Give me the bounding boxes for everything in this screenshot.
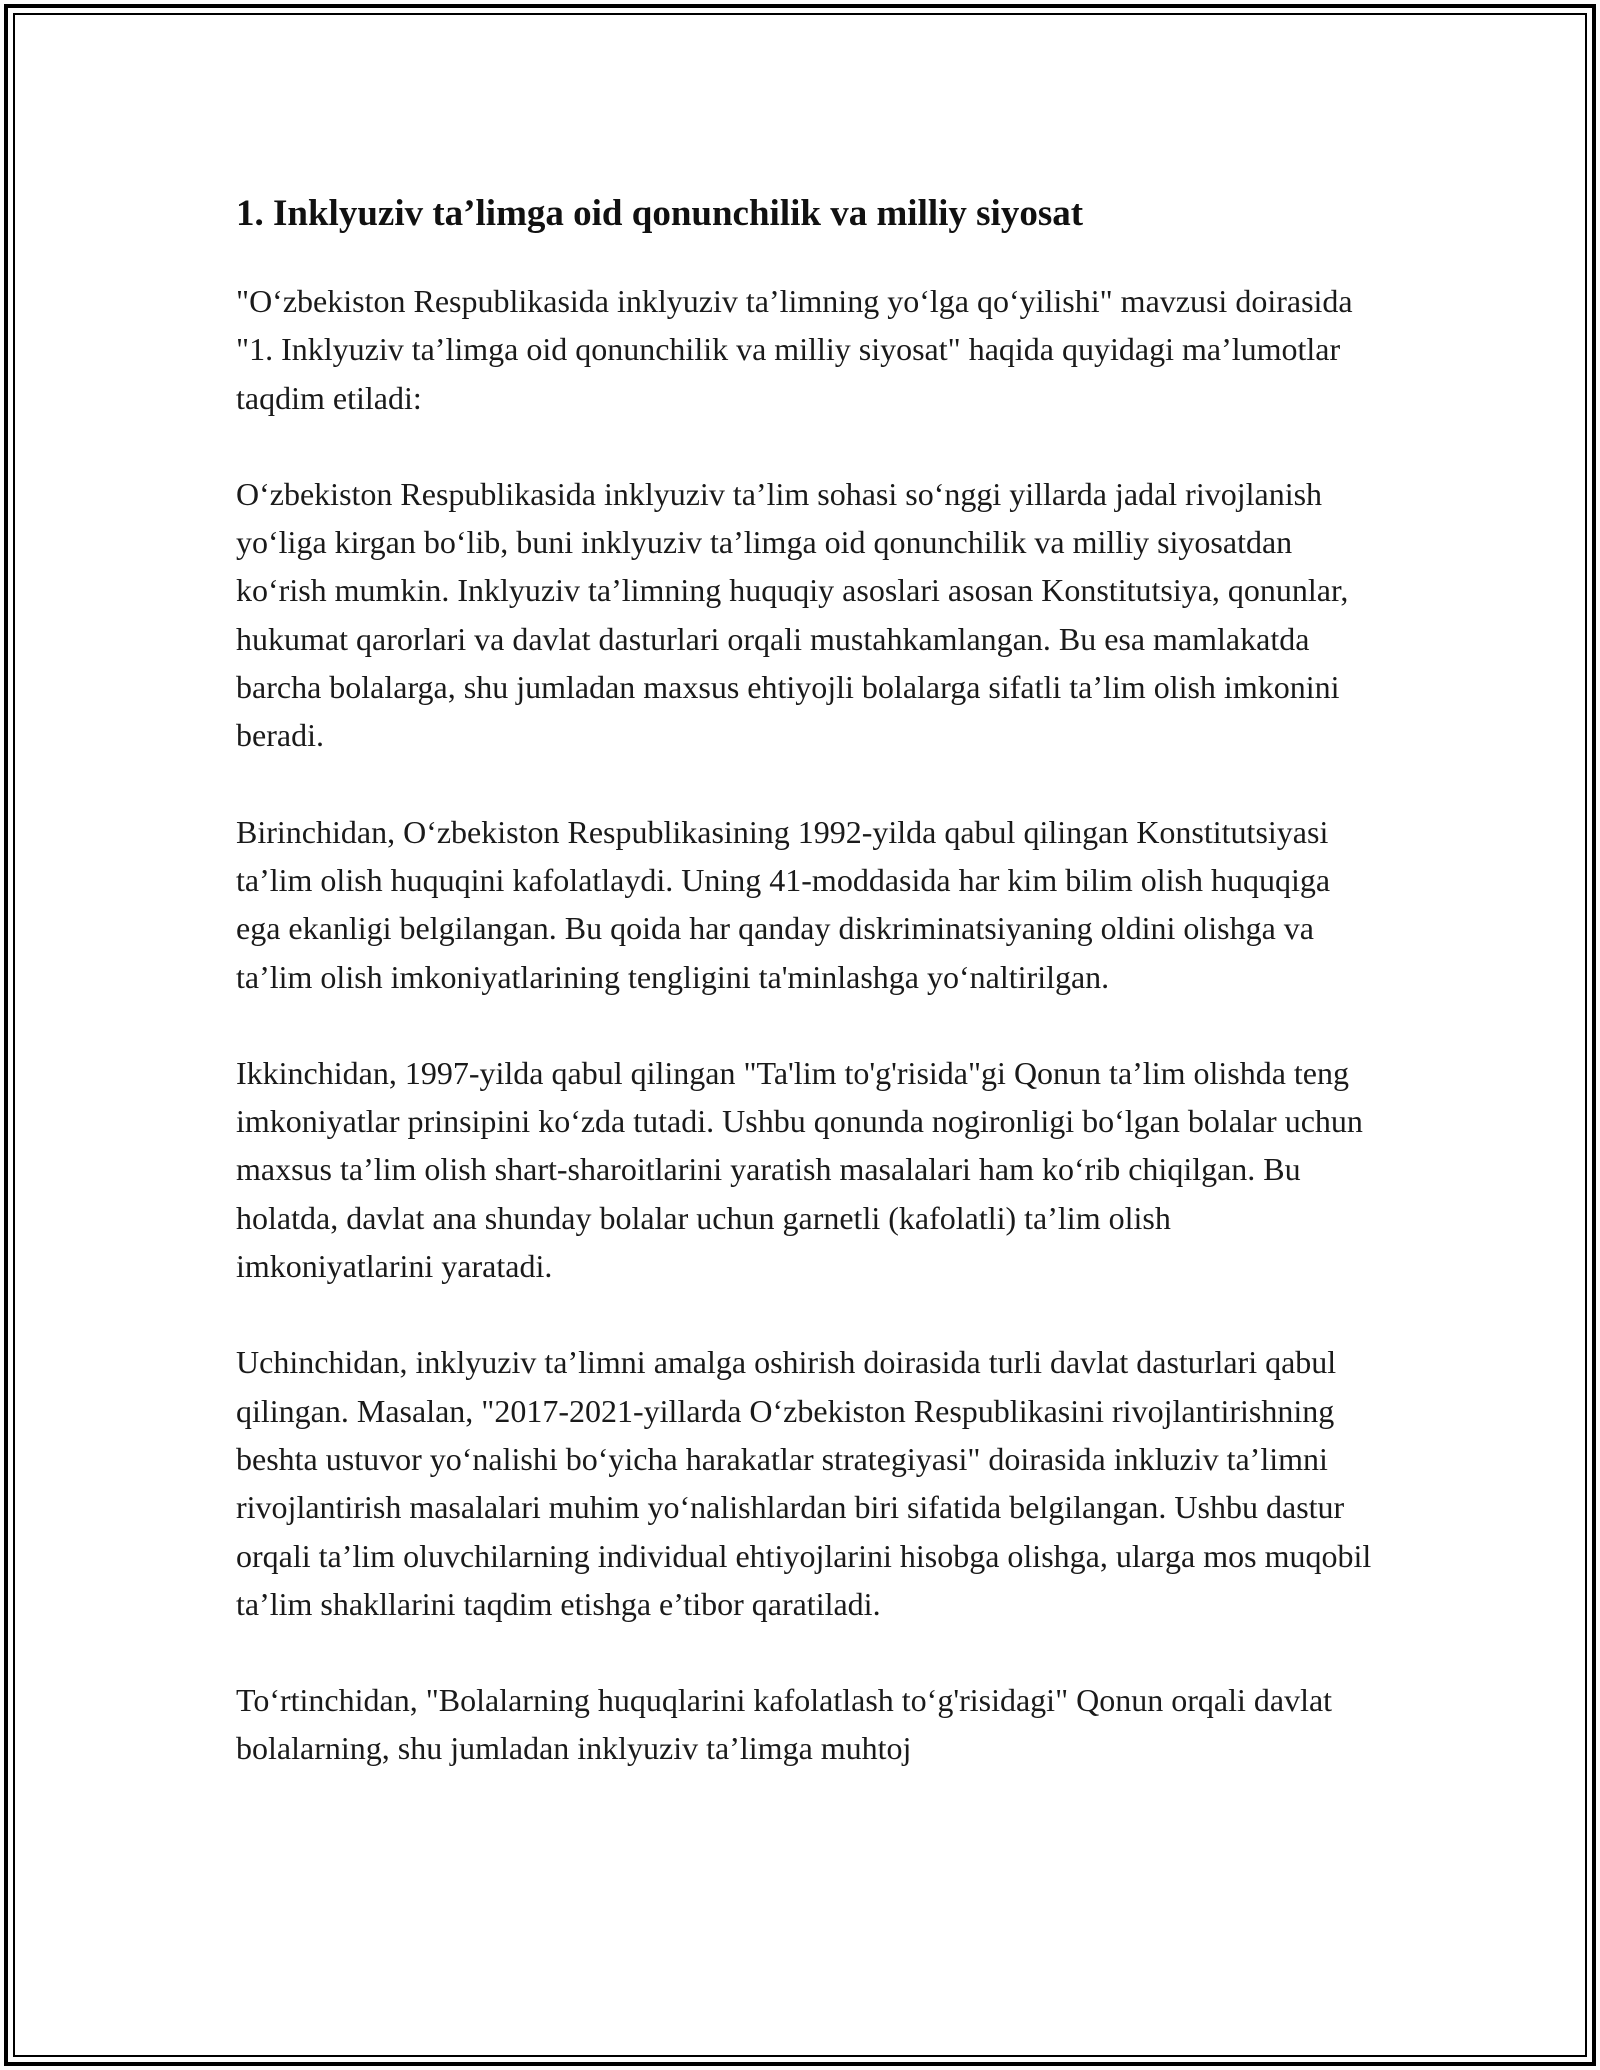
state-programs-paragraph: Uchinchidan, inklyuziv ta’limni amalga oshirish doirasida turli davlat dasturlari qabul qilingan. Masalan, "2017-2021-yillarda O‘zbekiston Respublikasini rivojlantirishning beshta ustuvor yo‘nalishi bo‘yicha harakatlar strategiyasi" doirasida inkluziv ta’limni rivojlantirish masalalari muhim yo‘nalishlardan biri sifatida belgilangan. Ushbu dastur orqali ta’lim oluvchilarning individual ehtiyojlarini hisobga olishga, ularga mos muqobil ta’lim shakllarini taqdim etishga e’tibor qaratiladi.	[236, 1344, 1372, 1622]
child-rights-paragraph: To‘rtinchidan, "Bolalarning huquqlarini kafolatlash to‘g'risidagi" Qonun orqali davlat bolalarning, shu jumladan inklyuziv ta’limga muhtoj	[236, 1682, 1333, 1767]
document-body	[236, 182, 1376, 1821]
intro-paragraph: "O‘zbekiston Respublikasida inklyuziv ta’limning yo‘lga qo‘yilishi" mavzusi doirasida "1. Inklyuziv ta’limga oid qonunchilik va milliy siyosat" haqida quyidagi ma’lumotlar taqdim etiladi:	[236, 283, 1353, 416]
constitution-paragraph: Birinchidan, O‘zbekiston Respublikasining 1992-yilda qabul qilingan Konstitutsiyasi ta’lim olish huquqini kafolatlaydi. Uning 41-moddasida har kim bilim olish huquqiga ega ekanligi belgilangan. Bu qoida har qanday diskriminatsiyaning oldini olishga va ta’lim olish imkoniyatlarining tengligini ta'minlashga yo‘naltirilgan.	[236, 813, 1331, 995]
education-law-paragraph: Ikkinchidan, 1997-yilda qabul qilingan "Ta'lim to'g'risida"gi Qonun ta’lim olishda teng imkoniyatlar prinsipini ko‘zda tutadi. Ushbu qonunda nogironligi bo‘lgan bolalar uchun maxsus ta’lim olish shart-sharoitlarini yaratish masalalari ham ko‘rib chiqilgan. Bu holatda, davlat ana shunday bolalar uchun garnetli (kafolatli) ta’lim olish imkoniyatlarini yaratadi.	[236, 1054, 1363, 1285]
section-heading: 1. Inklyuziv ta’limga oid qonunchilik va milliy siyosat	[236, 193, 1084, 234]
overview-paragraph: O‘zbekiston Respublikasida inklyuziv ta’lim sohasi so‘nggi yillarda jadal rivojlanish yo‘liga kirgan bo‘lib, buni inklyuziv ta’limga oid qonunchilik va milliy siyosatdan ko‘rish mumkin. Inklyuziv ta’limning huquqiy asoslari asosan Konstitutsiya, qonunlar, hukumat qarorlari va davlat dasturlari orqali mustahkamlangan. Bu esa mamlakatda barcha bolalarga, shu jumladan maxsus ehtiyojli bolalarga sifatli ta’lim olish imkonini beradi.	[236, 475, 1349, 754]
